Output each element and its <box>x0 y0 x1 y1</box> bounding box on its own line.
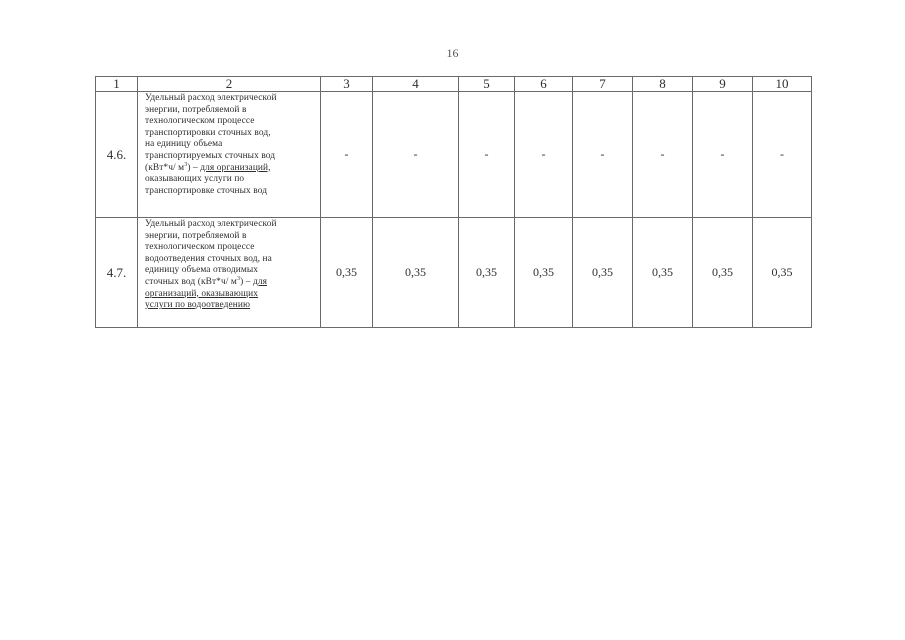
value-cell: - <box>753 92 812 218</box>
underlined-text: для организаций, <box>200 162 271 173</box>
header-cell-3: 3 <box>321 77 373 92</box>
value-cell: 0,35 <box>753 218 812 328</box>
header-cell-5: 5 <box>459 77 515 92</box>
description-line-units <box>145 277 318 289</box>
description-line: водоотведения сточных вод, на <box>145 253 272 264</box>
header-cell-7: 7 <box>573 77 633 92</box>
description-line: транспортируемых сточных вод <box>145 150 276 161</box>
description-line: оказывающих услуги по <box>145 174 245 185</box>
description-line: транспортировке сточных вод <box>145 185 268 196</box>
value-cell: - <box>373 92 459 218</box>
value-cell: - <box>515 92 573 218</box>
page-number: 16 <box>446 46 459 60</box>
row-description <box>138 218 321 328</box>
value-cell: 0,35 <box>633 218 693 328</box>
unit-text: (кВт*ч/ м <box>145 162 185 173</box>
value-cell: 0,35 <box>515 218 573 328</box>
value-cell: - <box>573 92 633 218</box>
description-line: единицу объема отводимых <box>145 265 259 276</box>
row-description <box>138 92 321 218</box>
description-line: организаций, оказывающих <box>145 288 259 299</box>
value-cell: 0,35 <box>459 218 515 328</box>
unit-superscript: 3 <box>236 275 241 282</box>
unit-close: ) – <box>187 162 201 173</box>
table-header-row <box>96 77 812 92</box>
table-row-4-6 <box>96 92 812 218</box>
unit-superscript: 3 <box>184 161 188 168</box>
description-line: услуги по водоотведению <box>145 300 251 311</box>
header-cell-2: 2 <box>138 77 321 92</box>
description-line: технологическом процессе <box>145 242 255 253</box>
header-cell-6: 6 <box>515 77 573 92</box>
table-row-4-7 <box>96 218 812 328</box>
unit-text: сточных вод (кВт*ч/ м <box>145 276 237 287</box>
header-cell-4: 4 <box>373 77 459 92</box>
description-line: на единицу объема <box>145 139 223 150</box>
value-cell: 0,35 <box>573 218 633 328</box>
value-cell: - <box>693 92 753 218</box>
value-cell: 0,35 <box>373 218 459 328</box>
value-cell: - <box>633 92 693 218</box>
value-cell: 0,35 <box>321 218 373 328</box>
underlined-text: для <box>252 276 268 287</box>
header-cell-8: 8 <box>633 77 693 92</box>
description-line-units <box>145 163 318 175</box>
value-cell: - <box>459 92 515 218</box>
indicators-table <box>95 76 812 328</box>
description-line: энергии, потребляемой в <box>145 230 247 241</box>
header-cell-10: 10 <box>753 77 812 92</box>
header-cell-9: 9 <box>693 77 753 92</box>
description-line: транспортировки сточных вод, <box>145 127 271 138</box>
description-line: энергии, потребляемой в <box>145 104 247 115</box>
unit-close: ) – <box>240 276 253 287</box>
description-line: Удельный расход электрической <box>145 219 277 229</box>
row-number: 4.7. <box>96 218 138 328</box>
header-cell-1: 1 <box>96 77 138 92</box>
description-line: технологическом процессе <box>145 116 255 127</box>
value-cell: - <box>321 92 373 218</box>
description-line: Удельный расход электрической <box>145 93 277 103</box>
row-number: 4.6. <box>96 92 138 218</box>
value-cell: 0,35 <box>693 218 753 328</box>
